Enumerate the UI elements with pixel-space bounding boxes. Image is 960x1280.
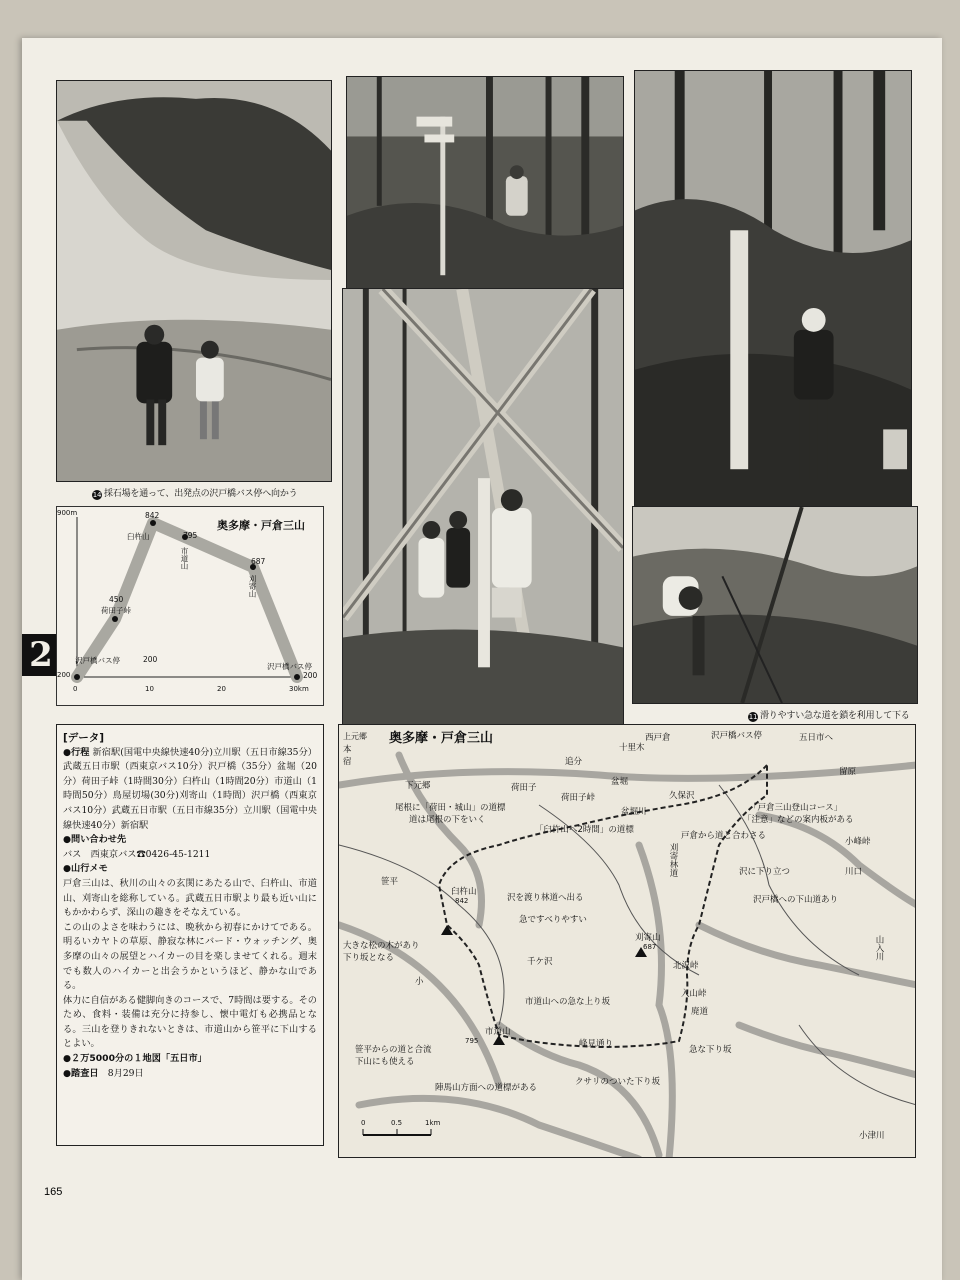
map-label: 沢を渡り林道へ出る — [507, 893, 584, 903]
profile-point-elev: 687 — [251, 557, 266, 566]
magazine-page — [22, 38, 942, 1280]
caption-number: 14 — [92, 491, 102, 499]
map-label: 久保沢 — [669, 791, 695, 801]
map-label: 大きな松の木があり — [343, 941, 420, 951]
profile-point-elev: 795 — [183, 531, 198, 540]
map-label: 西戸倉 — [645, 733, 671, 743]
memo-label: ●山行メモ — [63, 863, 108, 875]
caption-text: 採石場を通って、出発点の沢戸橋バス停へ向かう — [104, 489, 298, 499]
map-label: 盆堀川 — [621, 807, 647, 817]
map-label: 沢戸橋への下山道あり — [753, 895, 839, 905]
photo-trail-sign — [346, 76, 624, 302]
map-label: 峰見通り — [579, 1039, 614, 1049]
elevation-profile — [56, 506, 324, 706]
map-label: 笹平からの道と合流 — [355, 1045, 432, 1055]
map-label: 小峰峠 — [845, 837, 871, 847]
map-label: 687 — [643, 943, 657, 951]
map-scale: 0 — [361, 1119, 366, 1127]
profile-x-tick: 10 — [145, 685, 154, 693]
map-label: 留原 — [839, 767, 857, 777]
contact-label: ●問い合わせ先 — [63, 834, 127, 846]
map-label: 入山峠 — [681, 989, 707, 999]
profile-x-tick: 20 — [217, 685, 226, 693]
profile-point-elev: 842 — [145, 511, 160, 520]
map-label: 廃道 — [691, 1007, 709, 1017]
map-label: 795 — [465, 1037, 479, 1045]
map-label: 小津川 — [859, 1131, 885, 1141]
map-label: 北沢峠 — [673, 961, 699, 971]
caption-14 — [92, 486, 297, 500]
profile-point-name: 沢戸橋バス停 — [267, 662, 312, 671]
profile-point-elev: 200 — [303, 671, 318, 680]
map-label: 市道山 — [485, 1027, 511, 1037]
profile-title: 奥多摩・戸倉三山 — [217, 519, 305, 532]
map-label: 陣馬山方面への道標がある — [435, 1083, 538, 1093]
photo-karayose-summit — [342, 288, 624, 736]
map-label: 下元郷 — [405, 781, 431, 791]
map-label: ●２万5000分の１地図「五日市」 — [63, 1053, 207, 1065]
map-scale: 0.5 — [391, 1119, 403, 1127]
map-label: 宿 — [343, 757, 352, 767]
map-label: 川口 — [845, 867, 863, 877]
chapter-mark: 2 — [22, 634, 60, 676]
map-label: 盆堀 — [611, 777, 629, 787]
map-label: クサリのついた下り坂 — [575, 1077, 661, 1087]
map-label: 戸倉から道と合わさる — [681, 831, 767, 841]
caption-11 — [748, 708, 910, 722]
map-label: 尾根に「荷田・城山」の道標 — [395, 803, 506, 813]
profile-point-name: 市道山 — [180, 547, 189, 570]
map-label: 「注意」などの案内板がある — [743, 815, 854, 825]
profile-x-tick: 30km — [289, 685, 309, 693]
map-label: 沢戸橋バス停 — [711, 731, 763, 741]
page-number: 165 — [44, 1186, 63, 1198]
profile-point-name: 臼杵山 — [127, 532, 150, 541]
photo-chain-descent — [632, 506, 918, 704]
map-label: 急ですべりやすい — [519, 915, 587, 925]
photo-quarry — [56, 80, 332, 482]
route-label: ●行程 — [63, 746, 90, 758]
map-label: 上元郷 — [343, 732, 367, 741]
map-scale: 1km — [425, 1119, 441, 1127]
data-heading: [データ] — [63, 732, 105, 744]
map-label: 千ケ沢 — [527, 957, 553, 967]
map-title: 奥多摩・戸倉三山 — [389, 731, 494, 746]
map-label: 下り坂となる — [343, 953, 395, 963]
map-label: 山入川 — [874, 935, 884, 961]
map-label: 追分 — [565, 757, 583, 767]
data-box — [56, 724, 324, 1146]
profile-y-bottom: 200 — [57, 671, 71, 679]
map-label: 刈寄山 — [635, 933, 661, 943]
map-label: 荷田子峠 — [561, 793, 596, 803]
map-label: 市道山への急な上り坂 — [525, 997, 611, 1007]
date-label: ●踏査日 — [63, 1067, 99, 1079]
map-label: 「臼杵山へ2時間」の道標 — [535, 825, 634, 835]
caption-number: 11 — [748, 713, 758, 721]
profile-x-tick: 0 — [73, 685, 78, 693]
route-text: 新宿駅(国電中央線快速40分)立川駅（五日市線35分）武蔵五日市駅（西東京バス10分）沢戸橋（35分）盆堀（20分）荷田子峠（1時間30分）臼杵山（1時間20分）市道山（1時間50分）鳥屋切場(30分)刈寄山（1時間）沢戸橋（西東京バス10分）武蔵五日市駅（五日市線35分）立川駅（国電中央線快速40分）新宿駅 — [63, 746, 317, 831]
map-label: 荷田子 — [511, 783, 537, 793]
photo-ichimichi-summit — [634, 70, 912, 520]
map-label: 小 — [415, 977, 424, 987]
profile-point-elev: 200 — [143, 655, 158, 664]
map-label: 臼杵山 — [451, 887, 477, 897]
map-label: 下山にも使える — [355, 1057, 415, 1067]
map-label: 十里木 — [619, 743, 645, 753]
date-text: 8月29日 — [107, 1067, 144, 1079]
profile-point-name: 荷田子峠 — [101, 606, 131, 615]
contact-text: バス 西東京バス☎0426-45-1211 — [63, 848, 211, 860]
profile-y-top: 900m — [57, 509, 78, 517]
map-label: 道は尾根の下をいく — [409, 815, 486, 825]
profile-point-elev: 450 — [109, 595, 124, 604]
route-map — [338, 724, 916, 1158]
map-label: 「戸倉三山登山コース」 — [749, 803, 843, 813]
profile-point-name: 沢戸橋バス停 — [75, 656, 120, 665]
map-label: 本 — [343, 745, 352, 755]
map-label: 五日市へ — [799, 733, 834, 743]
caption-text: 滑りやすい急な道を鎖を利用して下る — [760, 711, 910, 721]
map-label: 刈寄林道 — [668, 843, 678, 877]
memo-text: 戸倉三山は、秋川の山々の玄関にあたる山で、臼杵山、市道山、刈寄山を総称している。武蔵五日市駅より最も近い山にもかかわらず、深山の趣きをそなえている。 この山のよさを味わうには、晩秋から初春にかけてである。明るいカヤトの草原、静寂な林にバード・ウォッチング、奥多摩の山々の展望とハイカーの目を楽しませてくれる。週末でも数人のハイカーと出会うかというほど、静かな山である。 体力に自信がある健脚向きのコースで、7時間は要する。そのため、食料・装備は充分に持参し、懐中電灯も必携品となる。三山を登りきれないときは、市道山から笹平に下山するとよい。 — [63, 877, 317, 1050]
map-label: 急な下り坂 — [689, 1045, 732, 1055]
map-label: 沢に下り立つ — [739, 867, 791, 877]
map-label: 842 — [455, 897, 469, 905]
profile-point-name: 刈寄山 — [248, 575, 257, 598]
map-label: 笹平 — [381, 877, 399, 887]
